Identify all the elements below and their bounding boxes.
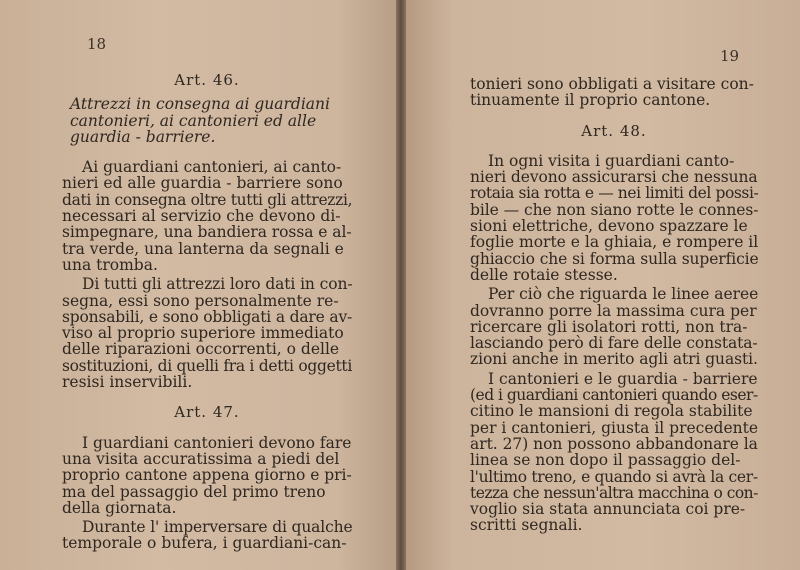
art48-paragraph-3 [470, 371, 758, 534]
text-line: nieri ed alle guardia - barriere sono [62, 174, 343, 193]
text-line: sioni elettriche, devono spazzare le [470, 217, 748, 236]
text-line: cantonieri, ai cantonieri ed alle [70, 111, 317, 130]
art46-heading: Art. 46. [174, 71, 240, 89]
text-line: scritti segnali. [470, 516, 583, 535]
text-line: ricercare gli isolatori rotti, non tra- [470, 317, 748, 336]
text-line: l'ultimo treno, e quando si avrà la cer- [470, 467, 758, 486]
art48-heading: Art. 48. [581, 121, 647, 140]
text-line: temporale o bufera, i guardiani-can- [62, 534, 347, 553]
text-line: Ai guardiani cantonieri, ai canto- [82, 158, 342, 177]
text-line: nieri devono assicurarsi che nessuna [470, 168, 758, 187]
text-line: sponsabili, e sono obbligati a dare av- [62, 307, 353, 326]
art47-paragraph-1 [62, 435, 352, 516]
text-line: delle riparazioni occorrenti, o delle [62, 340, 340, 359]
text-line: tinuamente il proprio cantone. [470, 91, 711, 110]
text-line: resisi inservibili. [62, 373, 193, 392]
continuation-paragraph [470, 76, 758, 109]
art46-title [62, 96, 348, 145]
text-line: sostituzioni, di quelli fra i detti oggetti [62, 356, 352, 375]
right-page-text [470, 76, 758, 534]
text-line: tezza che nessun'altra macchina o con- [470, 483, 758, 502]
text-line: lasciando però di fare delle constata- [470, 334, 758, 353]
text-line: Durante l' imperversare di qualche [82, 518, 353, 537]
art46-paragraph-1 [62, 159, 352, 273]
text-line: delle rotaie stesse. [470, 265, 618, 284]
text-line: tra verde, una lanterna da segnali e [62, 239, 344, 258]
text-line: per i cantonieri, giusta il precedente [470, 418, 759, 437]
text-line: citino le mansioni di regola stabilite [470, 402, 753, 421]
text-line: una visita accuratissima a piedi del [62, 449, 340, 468]
text-line: bile — che non siano rotte le connes- [470, 200, 759, 219]
text-line: Di tutti gli attrezzi loro dati in con- [82, 275, 353, 294]
art48-paragraph-1 [470, 153, 758, 283]
left-page [0, 0, 396, 570]
text-line: art. 27) non possono abbandonare la [470, 434, 758, 453]
text-line: dati in consegna oltre tutti gli attrezzi, [62, 190, 353, 209]
book-gutter [396, 0, 406, 570]
page-number-left: 18 [87, 35, 107, 53]
text-line: ma del passaggio del primo treno [62, 482, 326, 501]
text-line: voglio sia stata annunciata coi pre- [470, 500, 746, 519]
page-number-right: 19 [720, 47, 740, 65]
text-line: In ogni visita i guardiani canto- [488, 151, 735, 170]
text-line: tonieri sono obbligati a visitare con- [470, 75, 754, 93]
text-line: Per ciò che riguarda le linee aeree [488, 285, 759, 304]
text-line: zioni anche in merito agli atri guasti. [470, 350, 758, 369]
text-line: linea se non dopo il passaggio del- [470, 451, 741, 470]
right-page [406, 0, 800, 570]
art46-paragraph-2 [62, 276, 352, 390]
text-line: I guardiani cantonieri devono fare [82, 433, 352, 452]
text-line: foglie morte e la ghiaia, e rompere il [470, 233, 759, 252]
art47-heading: Art. 47. [174, 403, 240, 422]
text-line: Attrezzi in consegna ai guardiani [70, 95, 330, 114]
text-line: (ed i guardiani cantonieri quando eser- [470, 386, 758, 405]
text-line: guardia - barriere. [70, 127, 216, 146]
text-line: ghiaccio che si forma sulla superficie [470, 249, 759, 268]
text-line: necessari al servizio che devono di- [62, 207, 341, 226]
text-line: segna, essi sono personalmente re- [62, 291, 339, 310]
text-line: viso al proprio superiore immediato [62, 324, 344, 343]
art48-paragraph-2 [470, 286, 758, 367]
text-line: della giornata. [62, 498, 177, 517]
text-line: una tromba. [62, 255, 158, 274]
text-line: simpegnare, una bandiera rossa e al- [62, 223, 352, 242]
text-line: proprio cantone appena giorno e pri- [62, 466, 352, 485]
text-line: dovranno porre la massima cura per [470, 301, 757, 320]
art47-paragraph-2 [62, 519, 352, 552]
text-line: rotaia sia rotta e — nei limiti del possi- [470, 184, 759, 203]
text-line: I cantonieri e le guardia - barriere [488, 369, 758, 388]
left-page-text [62, 72, 352, 552]
